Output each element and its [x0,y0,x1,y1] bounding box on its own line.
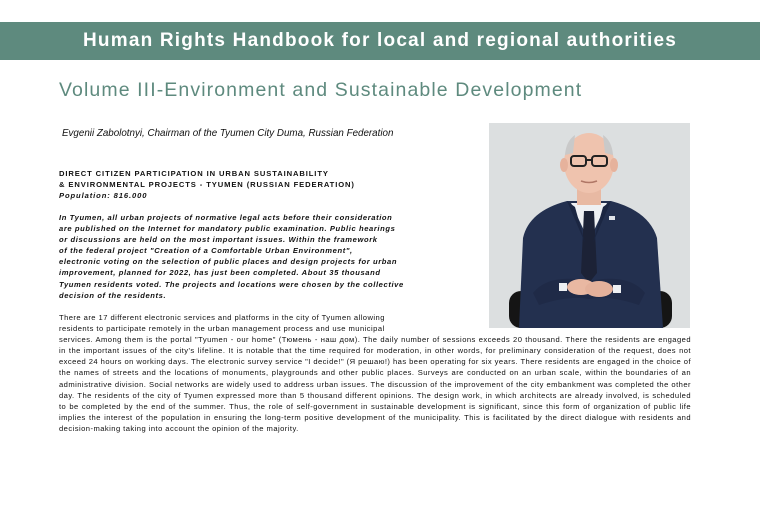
author-photo [489,123,690,328]
population: Population: 816.000 [59,191,148,200]
intro-line: improvement, planned for 2022, has just been completed. About 35 thousand [59,268,381,278]
intro-line: or discussions are held on the most important issues. Within the framework [59,235,378,245]
heading-line-2: & ENVIRONMENTAL PROJECTS - TYUMEN (RUSSIAN FEDERATION) [59,180,355,189]
handbook-title: Human Rights Handbook for local and regional authorities [83,30,677,51]
volume-title: Volume III-Environment and Sustainable Development [59,79,583,101]
intro-line: Tyumen residents voted. The projects and locations were chosen by the collective [59,279,404,289]
intro-paragraph [59,212,479,301]
intro-line: are published on the Internet for mandatory public examination. Public hearings [59,224,396,234]
portrait-illustration [489,123,690,328]
intro-line: electronic voting on the selection of public places and design projects for urban [59,257,398,267]
body-line: residents to participate remotely in the urban management process and use municipal [59,324,385,334]
article-heading [59,168,355,190]
body-paragraph [59,312,691,434]
author-line: Evgenii Zabolotnyi, Chairman of the Tyumen City Duma, Russian Federation [62,128,394,139]
intro-line: of the federal project "Creation of a Comfortable Urban Environment", [59,246,353,256]
intro-line: decision of the residents. [59,290,167,300]
body-top-lines [59,312,691,334]
intro-line: In Tyumen, all urban projects of normative legal acts before their consideration [59,213,393,222]
body-rest: services. Among them is the portal "Tyumen - our home" (Тюмень - наш дом). The daily number of sessions exceeds 20 thousand. There the residents are engaged in the important issues of the city's lifeline. It is notable that the time required for moderation, in other words, for preliminary consideration of the request, does not exceed 24 hours on working days. The electronic survey service "I decide!" (Я решаю!) has been operating for six years. There residents are engaged in the choice of the names of streets and the locations of monuments, playgrounds and other public places. Surveys are conducted on an urban scale, within the boundaries of an administrative division. Social networks are widely used to address urban issues. The discussion of the improvement of the city embankment was completed the other day. The residents of the city of Tyumen expressed more than 5 thousand different opinions. The design work, in which architects are already involved, is scheduled to be completed by the end of the summer. Thus, the role of self-government in sustainable development is significant, since this form of organization of public life implies the interest of the population in ensuring the long-term positive development of the municipality. This is facilitated by the direct dialogue with residents and decision-making taking into account the opinion of the majority. [59,335,691,433]
body-line: There are 17 different electronic services and platforms in the city of Tyumen allowing [59,313,385,322]
header-banner [0,22,760,60]
heading-line-1: DIRECT CITIZEN PARTICIPATION IN URBAN SUSTAINABILITY [59,169,329,178]
